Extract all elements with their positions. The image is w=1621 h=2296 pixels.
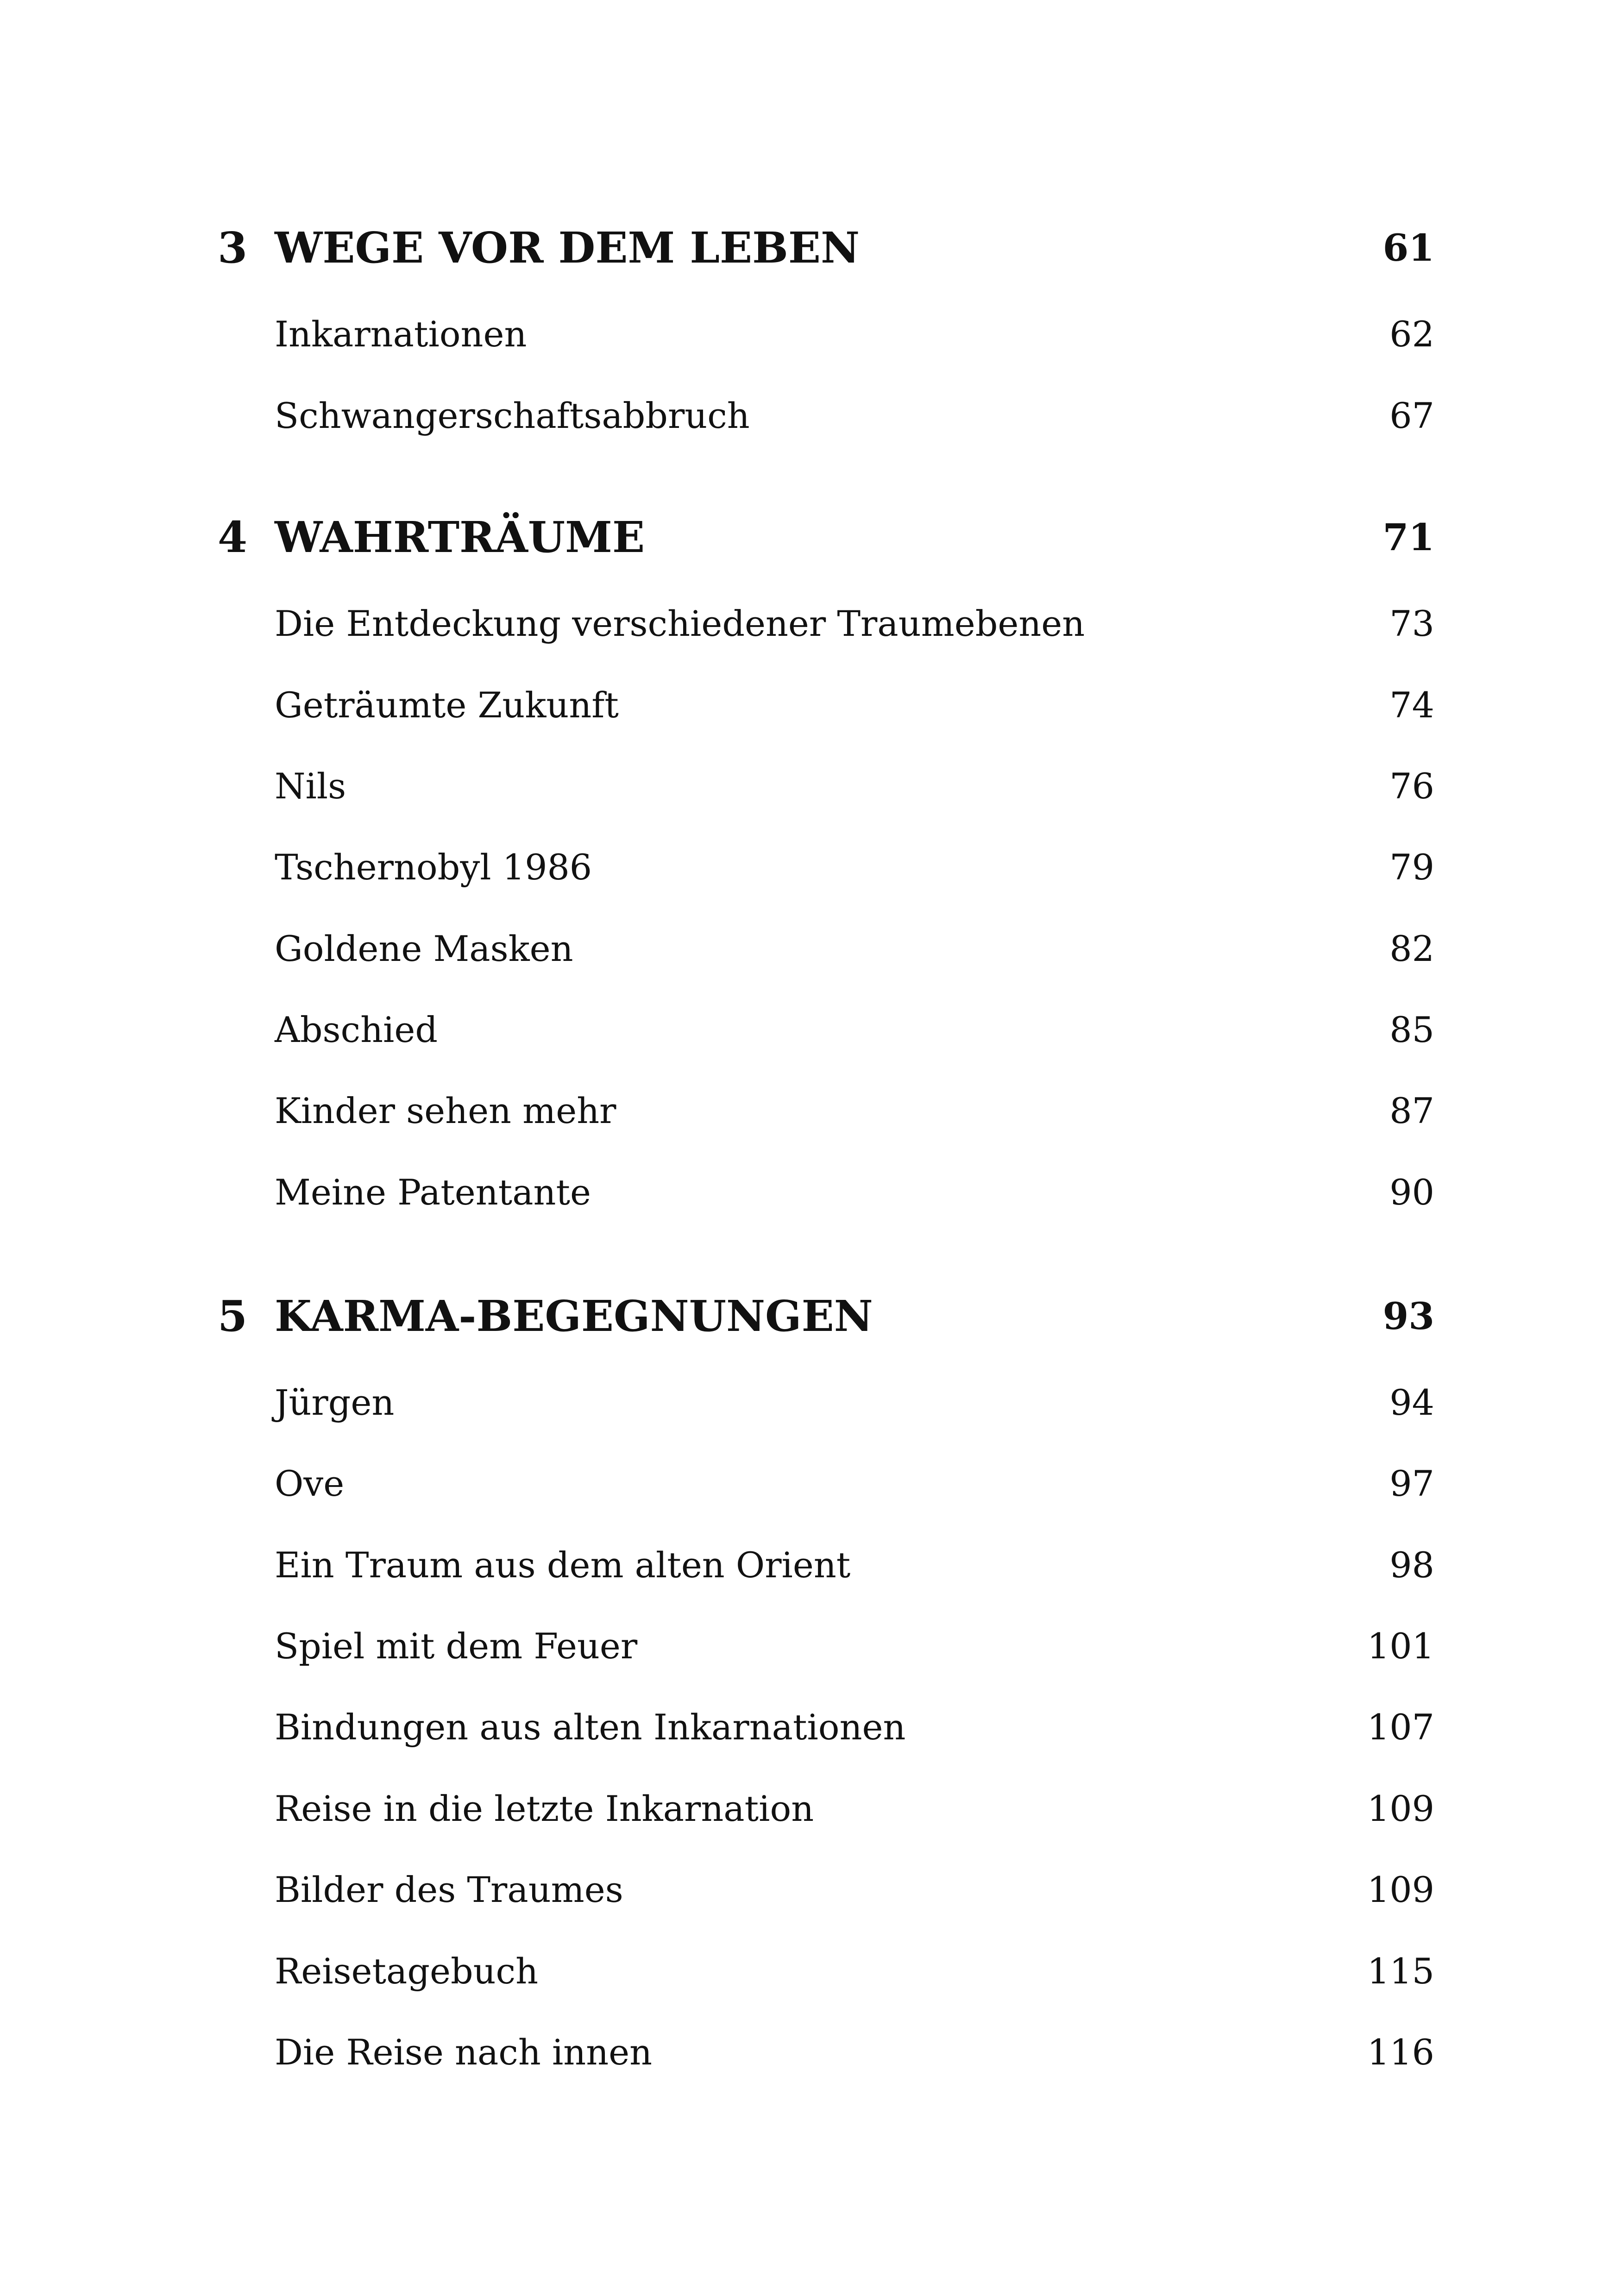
toc-entry-title: Inkarnationen [275,314,527,355]
toc-entry-page: 109 [1367,1788,1434,1829]
toc-entry-page: 76 [1389,765,1434,807]
chapter-number: 4 [218,512,248,562]
toc-entry-title: Reise in die letzte Inkarnation [275,1788,814,1829]
toc-entry-title: Tschernobyl 1986 [275,847,592,888]
toc-entry-title: Bindungen aus alten Inkarnationen [275,1706,906,1748]
toc-entry-title: Meine Patentante [275,1172,591,1213]
toc-entry-title: Die Reise nach innen [275,2032,653,2073]
toc-entry-title: Die Entdeckung verschiedener Traumebenen [275,603,1085,644]
toc-entry-page: 94 [1389,1382,1434,1423]
toc-entry-title: Ein Traum aus dem alten Orient [275,1544,851,1586]
toc-entry [0,1074,1621,1148]
toc-entry-page: 79 [1389,847,1434,888]
toc-entry-title: Bilder des Traumes [275,1869,623,1910]
toc-entry [0,297,1621,371]
toc-entry [0,587,1621,661]
toc-entry-page: 67 [1389,395,1434,436]
toc-entry-page: 62 [1389,314,1434,355]
toc-entry [0,1447,1621,1521]
chapter-page-number: 93 [1382,1294,1434,1338]
chapter-page-number: 71 [1382,515,1434,559]
toc-entry [0,830,1621,904]
toc-entry [0,668,1621,742]
toc-entry [0,912,1621,986]
toc-entry [0,1853,1621,1927]
toc-entry-page: 116 [1367,2032,1434,2073]
toc-entry [0,379,1621,453]
toc-entry-title: Spiel mit dem Feuer [275,1625,638,1667]
toc-entry-page: 85 [1389,1009,1434,1050]
chapter-title: WAHRTRÄUME [275,512,645,562]
toc-entry-title: Nils [275,765,346,807]
toc-entry-title: Jürgen [275,1382,395,1423]
toc-entry-title: Goldene Masken [275,928,573,969]
toc-entry-page: 73 [1389,603,1434,644]
toc-entry-page: 115 [1367,1951,1434,1992]
toc-entry [0,1528,1621,1602]
toc-entry [0,1366,1621,1440]
chapter-heading-3 [0,211,1621,285]
toc-entry-title: Schwangerschaftsabbruch [275,395,750,436]
toc-entry [0,2015,1621,2089]
toc-entry-page: 109 [1367,1869,1434,1910]
chapter-heading-5 [0,1279,1621,1353]
chapter-number: 5 [218,1291,248,1341]
toc-entry-title: Kinder sehen mehr [275,1090,616,1131]
toc-entry-page: 98 [1389,1544,1434,1586]
toc-entry-title: Geträumte Zukunft [275,684,619,726]
toc-entry [0,1772,1621,1846]
toc-entry-page: 74 [1389,684,1434,726]
toc-entry-page: 97 [1389,1463,1434,1504]
toc-entry-page: 82 [1389,928,1434,969]
toc-entry-title: Abschied [275,1009,438,1050]
toc-entry [0,1934,1621,2008]
toc-entry-page: 101 [1367,1625,1434,1667]
chapter-number: 3 [218,223,248,273]
toc-entry [0,1609,1621,1683]
chapter-heading-4 [0,500,1621,574]
toc-entry-page: 107 [1367,1706,1434,1748]
chapter-title: KARMA-BEGEGNUNGEN [275,1291,873,1341]
toc-entry [0,749,1621,823]
toc-entry-page: 87 [1389,1090,1434,1131]
toc-entry-page: 90 [1389,1172,1434,1213]
toc-entry-title: Reisetagebuch [275,1951,539,1992]
toc-entry [0,1155,1621,1230]
chapter-page-number: 61 [1382,226,1434,270]
toc-entry [0,1690,1621,1764]
toc-entry-title: Ove [275,1463,345,1504]
chapter-title: WEGE VOR DEM LEBEN [275,223,860,273]
toc-entry [0,993,1621,1067]
